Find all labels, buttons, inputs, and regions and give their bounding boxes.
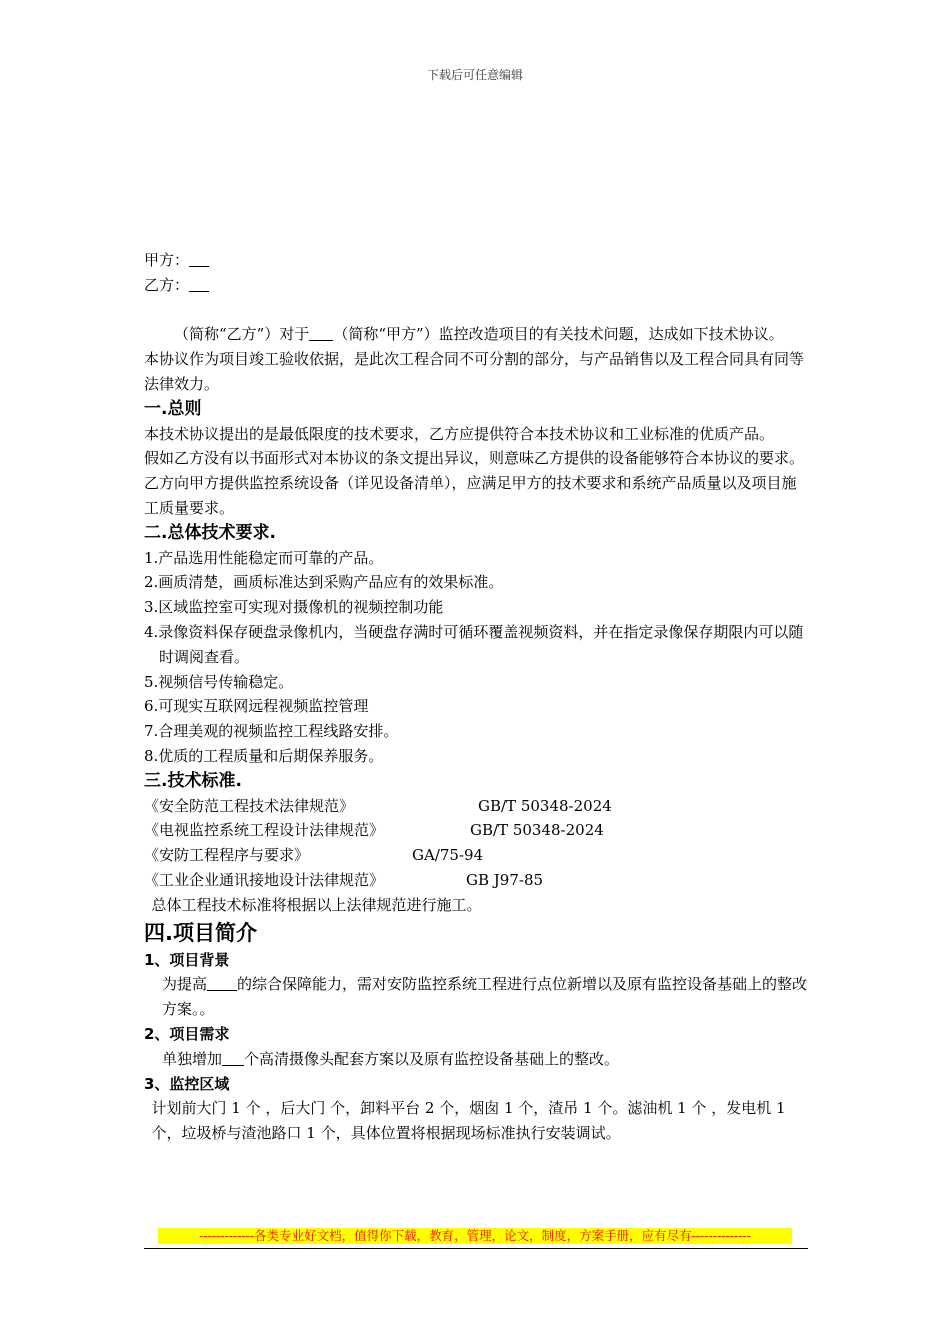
requirement-item: 6.可现实互联网远程视频监控管理 — [144, 697, 369, 716]
footer-banner: -------------各类专业好文档，值得你下载，教育，管理，论文，制度，方案手册，应有尽有-------------- — [158, 1228, 792, 1244]
intro-paragraph-2: 本协议作为项目竣工验收依据，是此次工程合同不可分割的部分，与产品销售以及工程合同具有同等法律效力。 — [144, 350, 805, 393]
intro-text-post: （简称“甲方”）监控改造项目的有关技术问题，达成如下技术协议。 — [333, 325, 784, 344]
requirement-item: 3.区域监控室可实现对摄像机的视频控制功能 — [144, 598, 444, 617]
background-text-post: 的综合保障能力，需对安防监控系统工程进行点位新增以及原有监控设备基础上的整改方案。。 — [162, 975, 808, 1019]
requirement-item: 5.视频信号传输稳定。 — [144, 672, 294, 691]
party-b-blank — [189, 275, 209, 292]
footer-rule — [144, 1228, 808, 1249]
section-4-title: 四.项目简介 — [144, 920, 257, 945]
standard-code: GB/T 50348-2024 — [470, 821, 604, 840]
background-paragraph — [144, 972, 808, 1022]
subsection-title: 1、项目背景 — [144, 950, 230, 969]
standard-code: GA/75-94 — [412, 846, 484, 865]
party-a-line — [144, 248, 808, 273]
area-paragraph: 计划前大门 1 个 ，后大门 个，卸料平台 2 个，烟囱 1 个，渣吊 1 个。滤油机 1 个 ，发电机 1 个，垃圾桥与渣池路口 1 个，具体位置将根据现场标准执行安装调试。 — [151, 1099, 786, 1143]
standard-name: 《安防工程程序与要求》 — [144, 846, 310, 865]
intro-paragraph — [144, 322, 808, 347]
section-1-paragraph: 本技术协议提出的是最低限度的技术要求，乙方应提供符合本技术协议和工业标准的优质产品。 — [144, 424, 775, 443]
requirement-item: 7.合理美观的视频监控工程线路安排。 — [144, 722, 399, 741]
standard-name: 《工业企业通讯接地设计法律规范》 — [144, 870, 385, 889]
intro-text-pre: （简称“乙方”）对于 — [174, 325, 310, 344]
standard-row — [144, 868, 808, 893]
background-blank — [207, 974, 237, 991]
standard-row — [144, 843, 808, 868]
requirement-item: 2.画质清楚，画质标准达到采购产品应有的效果标准。 — [144, 573, 504, 592]
standard-name: 《电视监控系统工程设计法律规范》 — [144, 821, 385, 840]
section-3-title: 三.技术标准. — [144, 770, 242, 791]
intro-blank — [309, 324, 333, 341]
subsection-title: 3、监控区域 — [144, 1074, 230, 1093]
standard-name: 《安全防范工程技术法律规范》 — [144, 796, 355, 815]
page-header: 下载后可任意编辑 — [426, 68, 523, 82]
section-2-title: 二.总体技术要求. — [144, 522, 276, 543]
section-1-paragraph: 乙方向甲方提供监控系统设备（详见设备清单），应满足甲方的技术要求和系统产品质量以及项目施工质量要求。 — [144, 474, 797, 517]
standard-row — [144, 794, 808, 819]
demand-text-pre: 单独增加 — [162, 1049, 223, 1068]
requirement-item: 1.产品选用性能稳定而可靠的产品。 — [144, 548, 384, 567]
section-1-title: 一.总则 — [144, 398, 202, 419]
party-b-label: 乙方： — [144, 275, 190, 294]
spacer — [144, 298, 808, 323]
demand-paragraph — [144, 1047, 808, 1072]
party-a-blank — [189, 250, 209, 267]
standards-note: 总体工程技术标准将根据以上法律规范进行施工。 — [151, 895, 482, 914]
standard-row — [144, 818, 808, 843]
section-1-paragraph: 假如乙方没有以书面形式对本协议的条文提出异议，则意味乙方提供的设备能够符合本协议的要求。 — [144, 449, 805, 468]
standard-code: GB/T 50348-2024 — [478, 796, 612, 815]
requirement-item: 4.录像资料保存硬盘录像机内，当硬盘存满时可循环覆盖视频资料，并在指定录像保存期限内可以随时调阅查看。 — [144, 622, 804, 666]
subsection-title: 2、项目需求 — [144, 1024, 230, 1043]
requirement-item: 8.优质的工程质量和后期保养服务。 — [144, 746, 384, 765]
document-body — [144, 248, 808, 1146]
party-a-label: 甲方： — [144, 251, 190, 269]
background-text-pre: 为提高 — [162, 975, 208, 994]
party-b-line — [144, 273, 808, 298]
demand-blank — [222, 1049, 244, 1066]
demand-text-post: 个高清摄像头配套方案以及原有监控设备基础上的整改。 — [244, 1049, 620, 1068]
standard-code: GB J97-85 — [466, 870, 544, 889]
